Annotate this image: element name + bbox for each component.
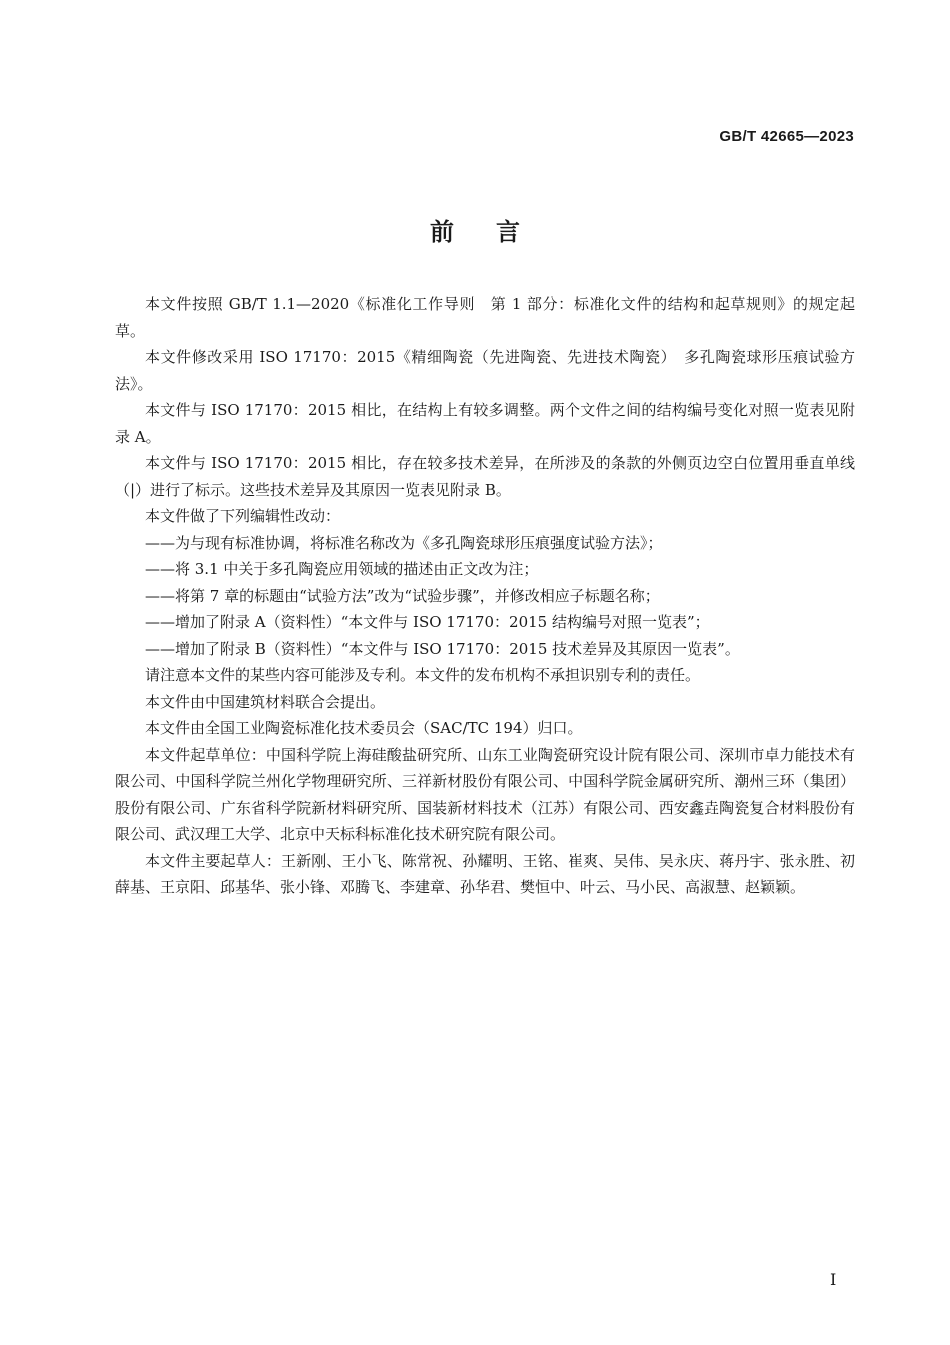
paragraph-proposed-by: 本文件由中国建筑材料联合会提出。 <box>145 692 386 711</box>
paragraph-technical-committee: 本文件由全国工业陶瓷标准化技术委员会（SAC/TC 194）归口。 <box>145 719 583 737</box>
page-number: I <box>830 1270 837 1289</box>
document-body <box>115 291 855 901</box>
paragraph-drafting-rules: 本文件按照 GB/T 1.1—2020《标准化工作导则 第 1 部分：标准化文件的结构和起草规则》的规定起草。 <box>115 295 855 340</box>
edit-item: ——将 3.1 中关于多孔陶瓷应用领域的描述由正文改为注； <box>145 560 539 578</box>
paragraph-editorial-changes-intro: 本文件做了下列编辑性改动： <box>145 507 341 525</box>
edit-item: ——将第 7 章的标题由“试验方法”改为“试验步骤”，并修改相应子标题名称； <box>145 586 660 605</box>
paragraph-patent-notice: 请注意本文件的某些内容可能涉及专利。本文件的发布机构不承担识别专利的责任。 <box>145 666 701 684</box>
edit-item: ——增加了附录 A（资料性）“本文件与 ISO 17170：2015 结构编号对照一览表”； <box>145 613 710 631</box>
paragraph-technical-differences: 本文件与 ISO 17170：2015 相比，存在较多技术差异，在所涉及的条款的外侧页边空白位置用垂直单线（|）进行了标示。这些技术差异及其原因一览表见附录 B。 <box>115 454 855 499</box>
edit-item: ——增加了附录 B（资料性）“本文件与 ISO 17170：2015 技术差异及其原因一览表”。 <box>145 639 740 658</box>
paragraph-adoption: 本文件修改采用 ISO 17170：2015《精细陶瓷（先进陶瓷、先进技术陶瓷） 多孔陶瓷球形压痕试验方法》。 <box>115 348 855 393</box>
paragraph-drafting-units: 本文件起草单位：中国科学院上海硅酸盐研究所、山东工业陶瓷研究设计院有限公司、深圳市卓力能技术有限公司、中国科学院兰州化学物理研究所、三祥新材股份有限公司、中国科学院金属研究所、潮州三环（集团）股份有限公司、广东省科学院新材料研究所、国装新材料技术（江苏）有限公司、西安鑫垚陶瓷复合材料股份有限公司、武汉理工大学、北京中天标科标准化技术研究院有限公司。 <box>115 745 855 843</box>
paragraph-drafters: 本文件主要起草人：王新刚、王小飞、陈常祝、孙耀明、王铭、崔爽、吴伟、吴永庆、蒋丹宇、张永胜、初薛基、王京阳、邱基华、张小锋、邓腾飞、李建章、孙华君、樊恒中、叶云、马小民、高淑慧、赵颖颖。 <box>115 851 855 896</box>
page-title: 前言 <box>430 218 562 246</box>
edit-item: ——为与现有标准协调，将标准名称改为《多孔陶瓷球形压痕强度试验方法》； <box>145 533 663 552</box>
standard-code: GB/T 42665—2023 <box>719 128 854 145</box>
paragraph-structure-changes: 本文件与 ISO 17170：2015 相比，在结构上有较多调整。两个文件之间的结构编号变化对照一览表见附录 A。 <box>115 401 855 446</box>
